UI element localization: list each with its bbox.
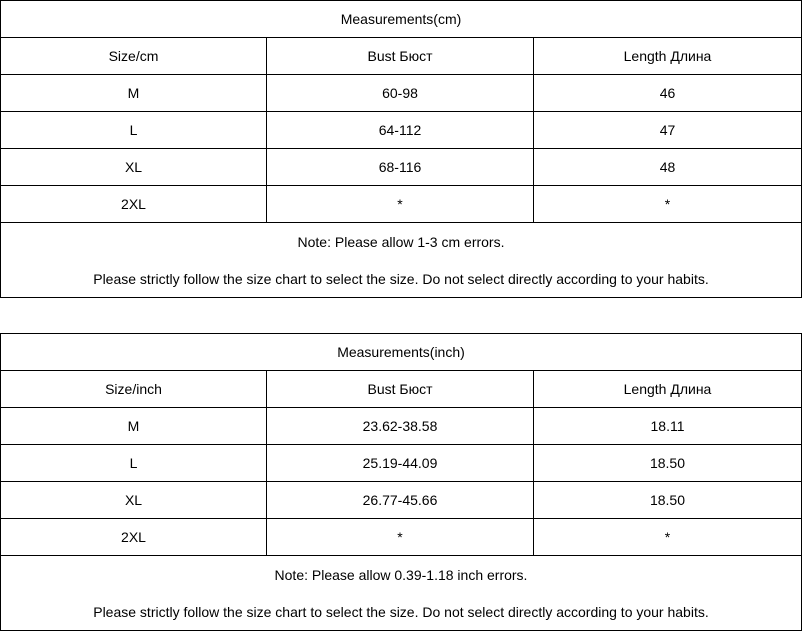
- size-cell: 2XL: [1, 519, 267, 555]
- bust-cell: 68-116: [267, 149, 534, 185]
- table-header-row: [0, 371, 802, 408]
- header-size: Size/cm: [1, 38, 267, 74]
- length-cell: 46: [659, 85, 676, 101]
- length-cell: 18.50: [649, 455, 686, 471]
- error-note: Note: Please allow 1-3 cm errors.: [297, 233, 505, 250]
- table-row: [0, 186, 802, 223]
- table-header-row: [0, 38, 802, 75]
- header-length: Length Длина: [623, 381, 712, 397]
- table-row: [0, 408, 802, 445]
- length-cell: 47: [659, 122, 676, 138]
- size-cell: XL: [1, 482, 267, 518]
- table-row: [0, 445, 802, 482]
- table-row: [0, 149, 802, 186]
- table-row: [0, 112, 802, 149]
- size-cell: M: [1, 75, 267, 111]
- size-advice: Please strictly follow the size chart to select the size. Do not select directly according to your habits.: [93, 603, 709, 620]
- bust-cell: *: [267, 186, 534, 222]
- header-size: Size/inch: [1, 371, 267, 407]
- size-cell: 2XL: [1, 186, 267, 222]
- length-cell: 18.50: [649, 492, 686, 508]
- bust-cell: *: [267, 519, 534, 555]
- header-length: Length Длина: [623, 48, 712, 64]
- bust-cell: 23.62-38.58: [267, 408, 534, 444]
- length-cell: 48: [659, 159, 676, 175]
- table-title-row: [0, 333, 802, 371]
- length-cell: *: [664, 196, 671, 212]
- error-note: Note: Please allow 0.39-1.18 inch errors.: [274, 566, 528, 583]
- bust-cell: 26.77-45.66: [267, 482, 534, 518]
- length-cell: 18.11: [650, 418, 685, 434]
- size-cell: L: [1, 445, 267, 481]
- bust-cell: 64-112: [267, 112, 534, 148]
- size-cell: XL: [1, 149, 267, 185]
- size-advice: Please strictly follow the size chart to select the size. Do not select directly according to your habits.: [93, 270, 709, 287]
- table-note-row: [0, 556, 802, 631]
- size-table-cm: [0, 0, 802, 298]
- table-title: Measurements(inch): [337, 344, 465, 360]
- size-table-inch: [0, 333, 802, 631]
- length-cell: *: [664, 529, 671, 545]
- size-cell: M: [1, 408, 267, 444]
- bust-cell: 60-98: [267, 75, 534, 111]
- table-title: Measurements(cm): [340, 11, 462, 27]
- table-row: [0, 519, 802, 556]
- bust-cell: 25.19-44.09: [267, 445, 534, 481]
- header-bust: Bust Бюст: [267, 371, 534, 407]
- table-title-row: [0, 0, 802, 38]
- header-bust: Bust Бюст: [267, 38, 534, 74]
- table-row: [0, 75, 802, 112]
- table-row: [0, 482, 802, 519]
- table-note-row: [0, 223, 802, 298]
- size-cell: L: [1, 112, 267, 148]
